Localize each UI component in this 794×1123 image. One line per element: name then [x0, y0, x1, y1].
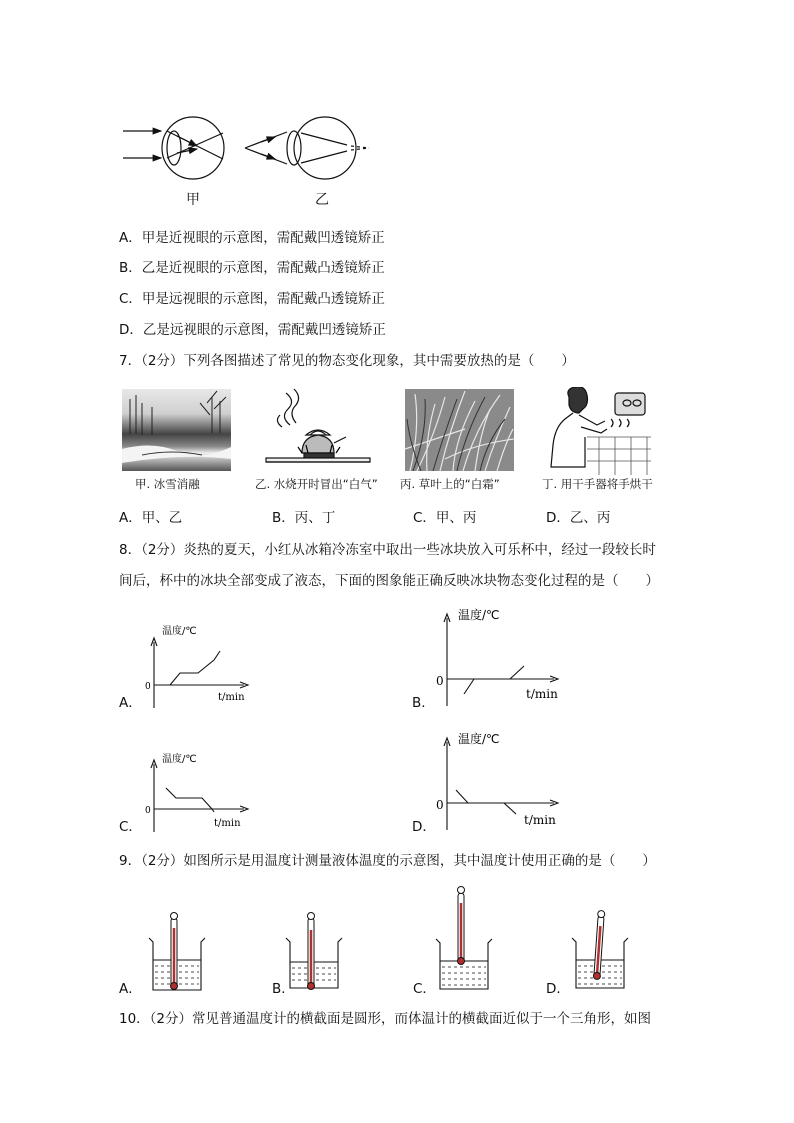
q7-caption-yi: 乙. 水烧开时冒出“白气”	[255, 477, 378, 491]
q9-option-b-letter: B．	[272, 981, 295, 997]
q8-graph-a-xlabel: t/min	[218, 692, 245, 703]
photo-frost-on-grass	[405, 389, 514, 471]
q6-option-d: D．乙是远视眼的示意图，需配戴凹透镜矫正	[119, 322, 386, 338]
q8-graph-d-origin: 0	[436, 798, 444, 812]
q9-stem: 9．（2分）如图所示是用温度计测量液体温度的示意图，其中温度计使用正确的是（ ）	[119, 853, 656, 869]
q8-graph-b-origin: 0	[436, 674, 444, 688]
q8-graph-b-xlabel: t/min	[526, 687, 558, 701]
q8-graph-d-xlabel: t/min	[524, 813, 556, 827]
eye-diagrams	[115, 105, 385, 215]
q8-graph-d-ylabel: 温度/℃	[458, 732, 500, 746]
q8-graph-d	[430, 724, 570, 832]
hand-dryer-illustration	[545, 387, 651, 475]
eye-jia	[123, 117, 224, 179]
q9-beaker-d	[568, 906, 632, 990]
q6-option-c: C．甲是远视眼的示意图，需配戴凸透镜矫正	[119, 291, 385, 307]
photo-snow-melting	[122, 389, 231, 471]
q8-graph-c-origin: 0	[145, 806, 151, 816]
q8-option-d-letter: D．	[412, 819, 436, 835]
q8-graph-c-xlabel: t/min	[214, 818, 241, 829]
q8-option-b-letter: B．	[412, 695, 435, 711]
q8-graph-b-ylabel: 温度/℃	[458, 608, 500, 622]
eye-yi	[245, 117, 369, 179]
q8-graph-a-origin: 0	[145, 682, 151, 692]
q7-option-a: A．甲、乙	[119, 510, 183, 526]
q8-stem-line2: 间后，杯中的冰块全部变成了液态，下面的图象能正确反映冰块物态变化过程的是（ ）	[119, 573, 659, 589]
q10-stem-line1: 10．（2分）常见普通温度计的横截面是圆形，而体温计的横截面近似于一个三角形，如图	[119, 1011, 652, 1027]
q7-caption-jia: 甲. 冰雪消融	[135, 477, 200, 491]
q7-caption-ding: 丁. 用干手器将手烘干	[542, 477, 653, 491]
q9-option-c-letter: C．	[413, 981, 436, 997]
q8-stem-line1: 8．（2分）炎热的夏天，小红从冰箱冷冻室中取出一些冰块放入可乐杯中，经过一段较长时	[119, 542, 656, 558]
q7-caption-bing: 丙. 草叶上的“白霜”	[400, 477, 500, 491]
q9-option-d-letter: D．	[546, 981, 570, 997]
q9-option-a-letter: A．	[119, 981, 142, 997]
q8-graph-a-ylabel: 温度/℃	[162, 626, 197, 637]
q9-beaker-c	[432, 883, 496, 991]
q8-graph-c-ylabel: 温度/℃	[162, 754, 197, 765]
q8-graph-b	[430, 600, 570, 708]
q7-option-d: D．乙、丙	[546, 510, 611, 526]
q8-graph-c	[140, 746, 270, 838]
q7-option-b: B．丙、丁	[272, 510, 336, 526]
q8-graph-a	[140, 620, 270, 712]
q9-beaker-b	[282, 906, 346, 990]
kettle-on-stove-illustration	[262, 387, 372, 473]
q6-option-b: B．乙是近视眼的示意图，需配戴凸透镜矫正	[119, 260, 385, 276]
q8-option-c-letter: C．	[119, 819, 142, 835]
fig-label-jia: 甲	[186, 192, 200, 208]
q6-option-a: A．甲是近视眼的示意图，需配戴凹透镜矫正	[119, 230, 385, 246]
q7-stem: 7．（2分）下列各图描述了常见的物态变化现象，其中需要放热的是（ ）	[119, 353, 575, 369]
q7-option-c: C．甲、丙	[413, 510, 477, 526]
fig-label-yi: 乙	[315, 192, 329, 208]
q9-beaker-a	[145, 908, 209, 992]
q8-option-a-letter: A．	[119, 695, 142, 711]
